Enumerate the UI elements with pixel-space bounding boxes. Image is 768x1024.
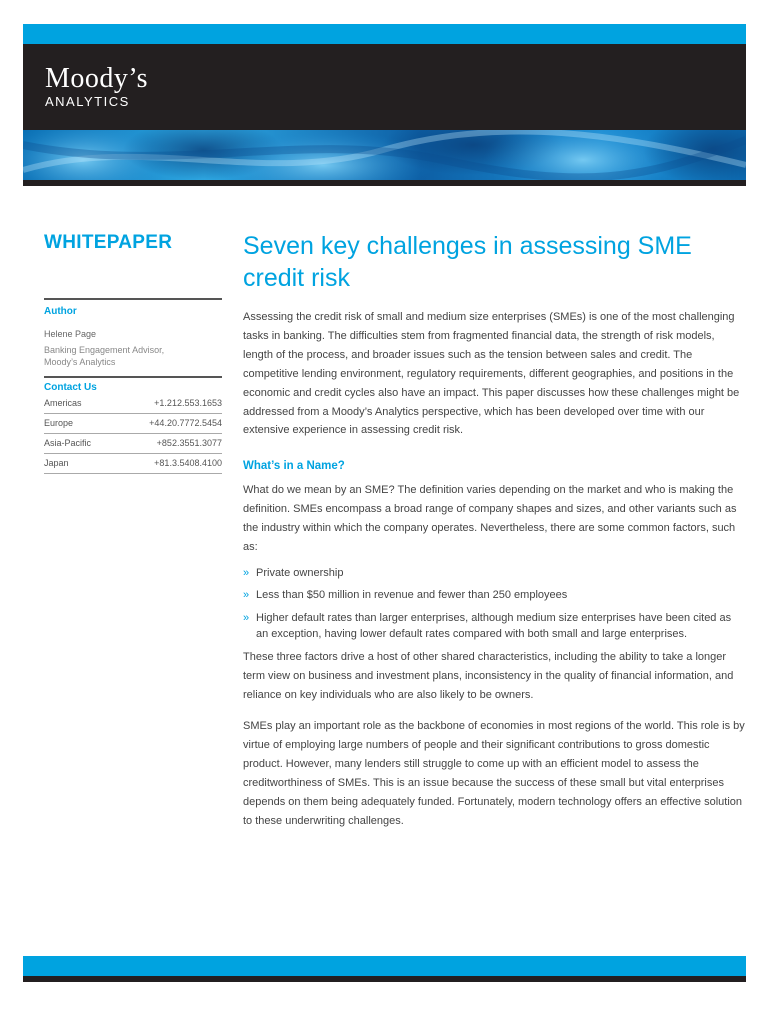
header-decorative-band xyxy=(23,130,746,180)
contact-region: Europe xyxy=(44,418,74,428)
contact-phone-link[interactable]: +81.3.5408.4100 xyxy=(154,458,222,468)
author-role-line1: Banking Engagement Advisor, xyxy=(44,345,165,355)
contact-region: Japan xyxy=(44,458,69,468)
contact-phone-link[interactable]: +1.212.553.1653 xyxy=(154,398,222,408)
chevron-bullet-icon: » xyxy=(243,589,250,602)
contact-region: Americas xyxy=(44,398,82,408)
moodys-analytics-logo xyxy=(45,65,148,109)
intro-paragraph: Assessing the credit risk of small and medium size enterprises (SMEs) is one of the most challenging tasks in banking. The difficulties stem from fragmented financial data, the strength of risk models, length of the process, and broader issues such as the tension between sales and credit. The competitive lending environment, regulatory requirements, different geographies, and positions in the economic and credit cycles also have an impact. This paper discusses how these challenges might be addressed from a Moody’s Analytics perspective, which has been developed over time with our extensive experience in assessing credit risk. xyxy=(243,311,740,437)
chevron-bullet-icon: » xyxy=(243,611,250,624)
contact-row-japan xyxy=(44,454,222,474)
list-item: » Less than $50 million in revenue and fewer than 250 employees xyxy=(243,589,568,602)
contact-row-europe xyxy=(44,414,222,434)
contact-phone-link[interactable]: +852.3551.3077 xyxy=(156,438,222,448)
sidebar-divider xyxy=(44,376,222,378)
logo-subtitle: ANALYTICS xyxy=(45,94,130,109)
footer-rule xyxy=(23,976,746,982)
footer-stripe xyxy=(23,956,746,976)
header-bottom-rule xyxy=(23,180,746,186)
chevron-bullet-icon: » xyxy=(243,566,250,579)
title-line2: credit risk xyxy=(243,264,350,292)
author-role-line2: Moody’s Analytics xyxy=(44,357,116,367)
section-paragraph-2: These three factors drive a host of other shared characteristics, including the ability to take a longer term view on business and investment plans, inconsistency in the quality of financial information, and reliance on key individuals who are also likely to be owners. xyxy=(243,651,734,702)
title-line1: Seven key challenges in assessing SME xyxy=(243,232,692,260)
main-content xyxy=(243,230,746,831)
bullet-list xyxy=(243,565,746,642)
contact-list xyxy=(44,394,222,474)
section-paragraph-1: What do we mean by an SME? The definition varies depending on the market and who is making the definition. SMEs encompass a broad range of company shapes and sizes, and other variants such as the industry within which the company operates. Nevertheless, there are some common factors, such as: xyxy=(243,484,737,554)
header-top-stripe xyxy=(23,24,746,44)
author-name: Helene Page xyxy=(44,329,97,339)
author-heading: Author xyxy=(44,306,77,317)
contact-heading: Contact Us xyxy=(44,382,97,393)
sidebar-divider xyxy=(44,298,222,300)
contact-region: Asia-Pacific xyxy=(44,438,92,448)
section-paragraph-3: SMEs play an important role as the backbone of economies in most regions of the world. This role is by virtue of employing large numbers of people and their significant contributions to gross domestic product. However, many lenders still struggle to come up with an efficient model to assess the creditworthiness of SMEs. This is an issue because the success of these small but vital enterprises depends on them being adequately funded. Fortunately, modern technology offers an effective solution to these underwriting challenges. xyxy=(243,720,745,827)
decorative-swirl-graphic xyxy=(23,130,746,180)
section-heading: What’s in a Name? xyxy=(243,460,345,473)
list-item: » Private ownership xyxy=(243,566,344,579)
contact-row-asia-pacific xyxy=(44,434,222,454)
sidebar xyxy=(44,230,222,474)
contact-row-americas xyxy=(44,394,222,414)
document-type-label: WHITEPAPER xyxy=(44,232,173,253)
contact-phone-link[interactable]: +44.20.7772.5454 xyxy=(149,418,222,428)
list-item: » Higher default rates than larger enterprises, although medium size enterprises have been cited as an exception, having lower default rates compared with both small and large enterprises. xyxy=(243,611,732,640)
logo-wordmark: Moody’s xyxy=(45,63,149,94)
page-title xyxy=(243,230,746,294)
